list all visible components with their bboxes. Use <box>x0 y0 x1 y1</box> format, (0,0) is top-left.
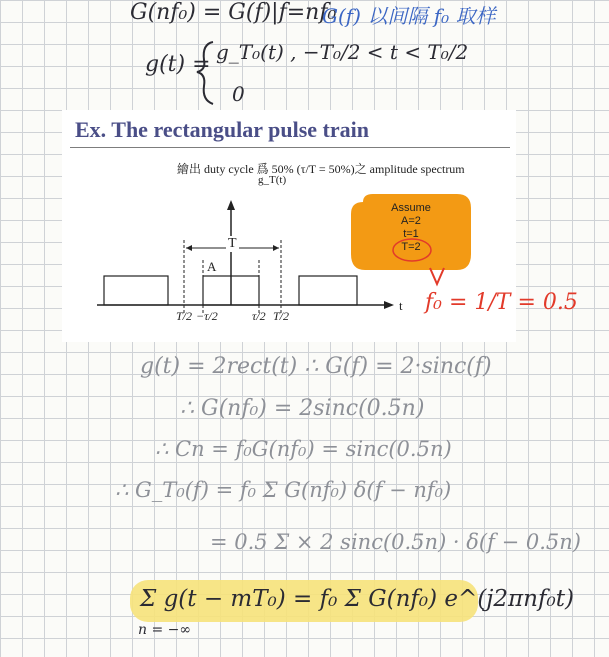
handwritten-line-4: ∴ G_T₀(f) = f₀ Σ G(nf₀) δ(f − nf₀) <box>115 478 452 502</box>
period-label: T <box>228 236 237 251</box>
callout-t: t=1 <box>403 228 419 240</box>
callout-title: Assume <box>391 202 431 214</box>
handwritten-gt-lhs: g(t) = <box>145 52 211 77</box>
callout-T: T=2 <box>401 241 421 253</box>
tick-neg-T-half: T/2 <box>176 309 193 323</box>
handwritten-line-1: g(t) = 2rect(t) ∴ G(f) = 2·sinc(f) <box>140 354 492 379</box>
tick-neg-tau-half: −τ/2 <box>196 309 218 323</box>
handwritten-case-1: g_T₀(t) , −T₀/2 < t < T₀/2 <box>216 40 469 64</box>
handwritten-sum-limit: n = −∞ <box>138 622 192 638</box>
handwritten-line-2: ∴ G(nf₀) = 2sinc(0.5n) <box>180 396 425 421</box>
time-label: t <box>399 298 403 313</box>
amplitude-label: A <box>207 259 217 274</box>
handwritten-comment-sampling: G(f) 以间隔 f₀ 取样 <box>322 4 496 28</box>
slide-title: Ex. The rectangular pulse train <box>75 117 369 142</box>
tick-T-half: T/2 <box>273 309 290 323</box>
handwritten-final-formula: Σ g(t − mT₀) = f₀ Σ G(nf₀) e^(j2πnf₀t) <box>140 586 574 612</box>
handwritten-equation-sampling: G(nf₀) = G(f)|f=nf₀ <box>130 0 337 25</box>
slide-subtitle: 繪出 duty cycle 爲 50% (τ/T = 50%)之 amplitude spectrum <box>177 162 465 176</box>
handwritten-line-3: ∴ Cn = f₀G(nf₀) = sinc(0.5n) <box>155 437 452 461</box>
tick-tau-half: τ/2 <box>252 309 266 323</box>
handwritten-line-5: = 0.5 Σ × 2 sinc(0.5n) · δ(f − 0.5n) <box>210 530 581 554</box>
callout-A: A=2 <box>401 215 421 227</box>
signal-label: g_T(t) <box>258 174 287 186</box>
handwritten-f0: f₀ = 1/T = 0.5 <box>425 290 578 315</box>
handwritten-case-2: 0 <box>232 82 245 106</box>
